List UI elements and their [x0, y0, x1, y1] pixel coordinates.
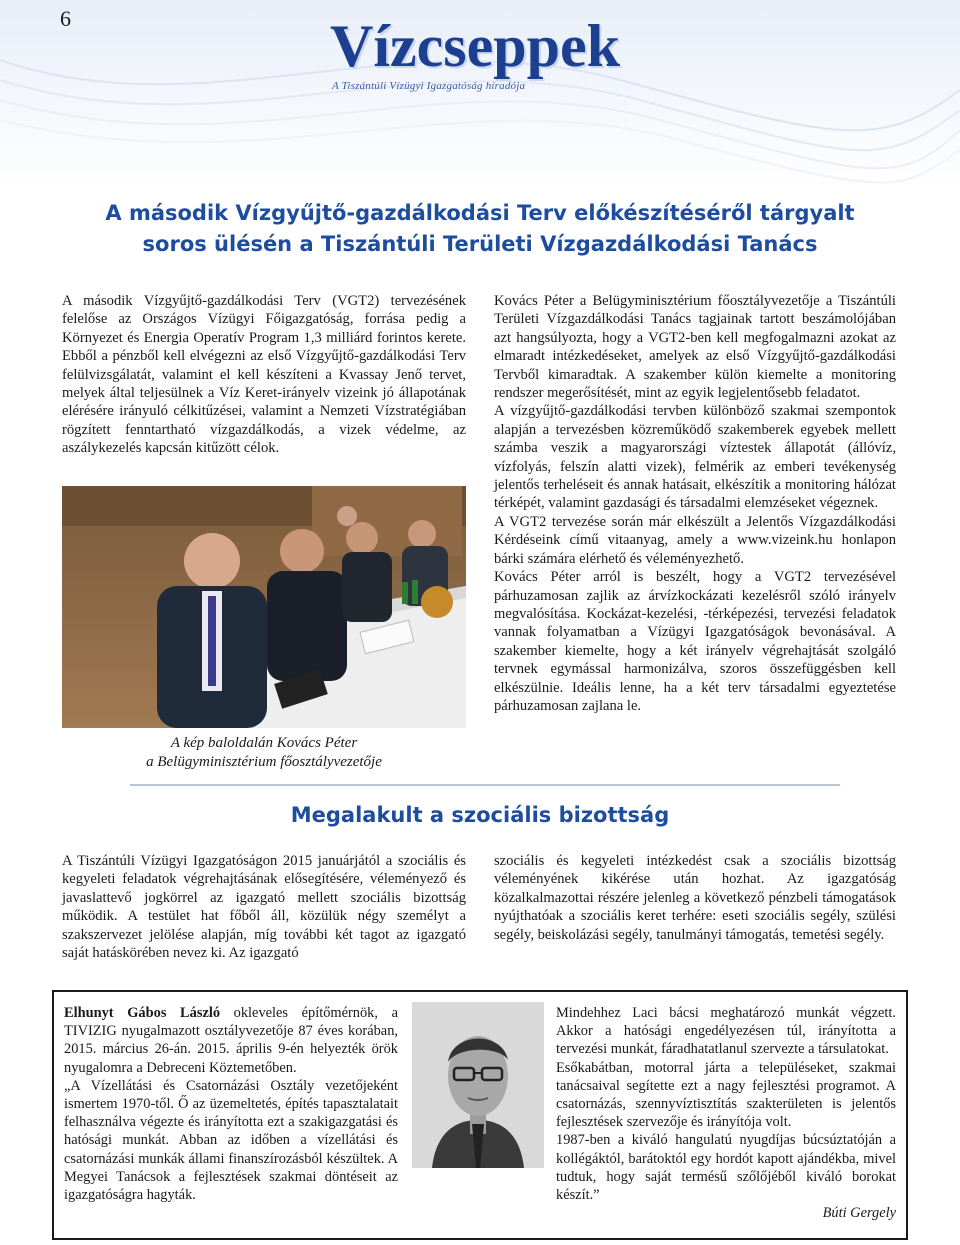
article-paragraph: Kovács Péter a Belügyminisztérium főosztályvezetője a Tiszántúli Területi Vízgazdálkodási Tanács tagjainak tartott beszámolójában azt hangsúlyozta, hogy a VGT2-ben kell megfogalmazni azokat az elmaradt intézkedéseket, amelyek az első Vízgyűjtő-gazdálkodási Tervből kimaradtak. A szakember külön kiemelte a monitoring rendszer megerősítését, mint az egyik legjelentősebb feladatot.: [494, 293, 896, 402]
caption-line: A kép baloldalán Kovács Péter: [170, 735, 358, 751]
caption-line: a Belügyminisztérium főosztályvezetője: [146, 753, 382, 770]
obituary-name: Elhunyt Gábos László: [64, 1005, 221, 1021]
page-number: 6: [60, 6, 71, 31]
article-right-column: [494, 852, 896, 944]
obituary-right-column: [490, 1004, 896, 1222]
obituary-left-column: [64, 1004, 398, 1204]
article-left-column: [62, 852, 466, 962]
article-paragraph: A Tiszántúli Vízügyi Igazgatóságon 2015 januárjától a szociális és kegyeleti feladatok végrehajtásának elősegítésére, véleményező és javaslattevő jogkörrel az igazgató mellett szociális bizottság működik. A testület hat főből áll, közülük négy személyt a szakszervezet jelölése alapján, míg további két tagot az igazgató saját hatáskörében nevez ki. Az igazgató: [62, 853, 466, 962]
obituary-paragraph: „A Vízellátási és Csatornázási Osztály vezetőjeként ismertem 1970-től. Ő az üzemeltetés, építés tapasztalatait felhasználva végezte és irányította ezt a szakigazgatási és hatósági munkát. Abban az időben a vízellátási és csatornázási munkák állami finanszírozásból készültek. A Megyei Tanácsok a fejlesztések szakmai döntéseit az igazgatóságra hagyták.: [64, 1077, 398, 1204]
headline-line: A második Vízgyűjtő-gazdálkodási Terv előkészítéséről tárgyalt: [105, 201, 855, 225]
meeting-photo-illustration: [62, 486, 466, 728]
masthead-subtitle: A Tiszántúli Vízügyi Igazgatóság híradója: [332, 80, 526, 92]
masthead-title: Vízcseppek: [330, 13, 620, 79]
obituary-paragraph: [64, 1004, 398, 1077]
headline-line: soros ülésén a Tiszántúli Területi Vízgazdálkodási Tanács: [142, 232, 818, 256]
obituary-text: okleveles építőmérnök, a TIVIZIG nyugalmazott osztályvezetője 87 éves korában, 2015. március 26-án. 2015. április 9-én helyezték örök nyugalomra a Debreceni Köztemetőben.: [64, 1005, 398, 1076]
obituary-paragraph: Mindehhez Laci bácsi meghatározó munkát végzett. Akkor a hatósági engedélyezésen túl, irányította a tervezési munkát, fáradhatatlanul szervezte a társulatokat.: [556, 1005, 896, 1058]
photo-caption: [62, 734, 466, 771]
article-paragraph: A második Vízgyűjtő-gazdálkodási Terv (VGT2) tervezésének felelőse az Országos Vízügyi Főigazgatóság, forrása pedig a Környezet és Energia Operatív Program 1,3 milliárd forintos kerete. Ebből a pénzből kell elvégezni az első Vízgyűjtő-gazdálkodási Terv felülvizsgálatát, valamint el kell készíteni a Kvassay Jenő tervet, melyek által teljesülnek a Víz Keret-irányelv vizeink jó állapotának elérésére irányuló célkitűzései, valamint a Nemzeti Vízstratégiában rögzített fenntartható vízgazdálkodás, a vizek védelme, az aszálykezelés kapcsán kitűzött célok.: [62, 293, 466, 457]
obituary-paragraph: 1987-ben a kiváló hangulatú nyugdíjas búcsúztatóján a kollégáktól, barátoktól egy hordót kapott ajándékba, mivel tudtuk, hogy saját termésű szőlőjéből kiváló borokat készít.”: [556, 1132, 896, 1204]
article-right-column: [494, 292, 896, 715]
section-divider: [130, 784, 840, 786]
obituary-signature: Búti Gergely: [822, 1205, 896, 1222]
article-paragraph: A vízgyűjtő-gazdálkodási tervben különböző szakmai szempontok alapján a tervezésben közreműködő szakemberek egyebek mellett számba veszik a magyarországi víztestek állapotát (állóvíz, vízfolyás, felszín alatti vizek), felmérik az emberi tevékenység jelentős terheléseit és annak hatásait, elkészítik a monitoring hálózat térképét, valamint gazdasági és társadalmi elemzéseket végeznek.: [494, 403, 896, 512]
obituary-paragraph: Esőkabátban, motorral járta a településeket, szakmai tanácsaival segítette ezt a nagy fejlesztési programot. A csatornázás, szennyvíztisztítás szakterületen is jelentős fejlesztések szervezője és irányítója volt.: [556, 1059, 896, 1131]
article-paragraph: A VGT2 tervezése során már elkészült a Jelentős Vízgazdálkodási Kérdéseink című vitaanyag, amely a www.vizeink.hu honlapon bárki számára elérhető és véleményezhető.: [494, 513, 896, 567]
article-headline: [80, 198, 880, 260]
article-headline: Megalakult a szociális bizottság: [290, 803, 670, 827]
article-paragraph: Kovács Péter arról is beszélt, hogy a VGT2 tervezésével párhuzamosan zajlik az árvízkockázati kezelésről szóló irányelv megvalósítása. Kockázat-kezelési, -térképezési, tervezési feladatok vannak folyamatban a Vízügyi Igazgatóságok bevonásával. A szakember kiemelte, hogy a két irányelv végrehajtását szolgáló tervnek egymással harmonizálva, szoros összefüggésben kell elkészülnie. Ideális lenne, ha a két terv társadalmi egyeztetése párhuzamosan zajlana le.: [494, 569, 896, 714]
article-left-column: [62, 292, 466, 458]
article-paragraph: szociális és kegyeleti intézkedést csak a szociális bizottság véleményének kikérése után hozhat. Az igazgatóság közalkalmazottai részére jelenleg a következő pénzbeli támogatások nyújthatóak a szociális keret terhére: eseti szociális segély, szülési segély, beiskolázási segély, tanulmányi támogatás, temetési segély.: [494, 853, 896, 943]
meeting-photo: [62, 486, 466, 728]
